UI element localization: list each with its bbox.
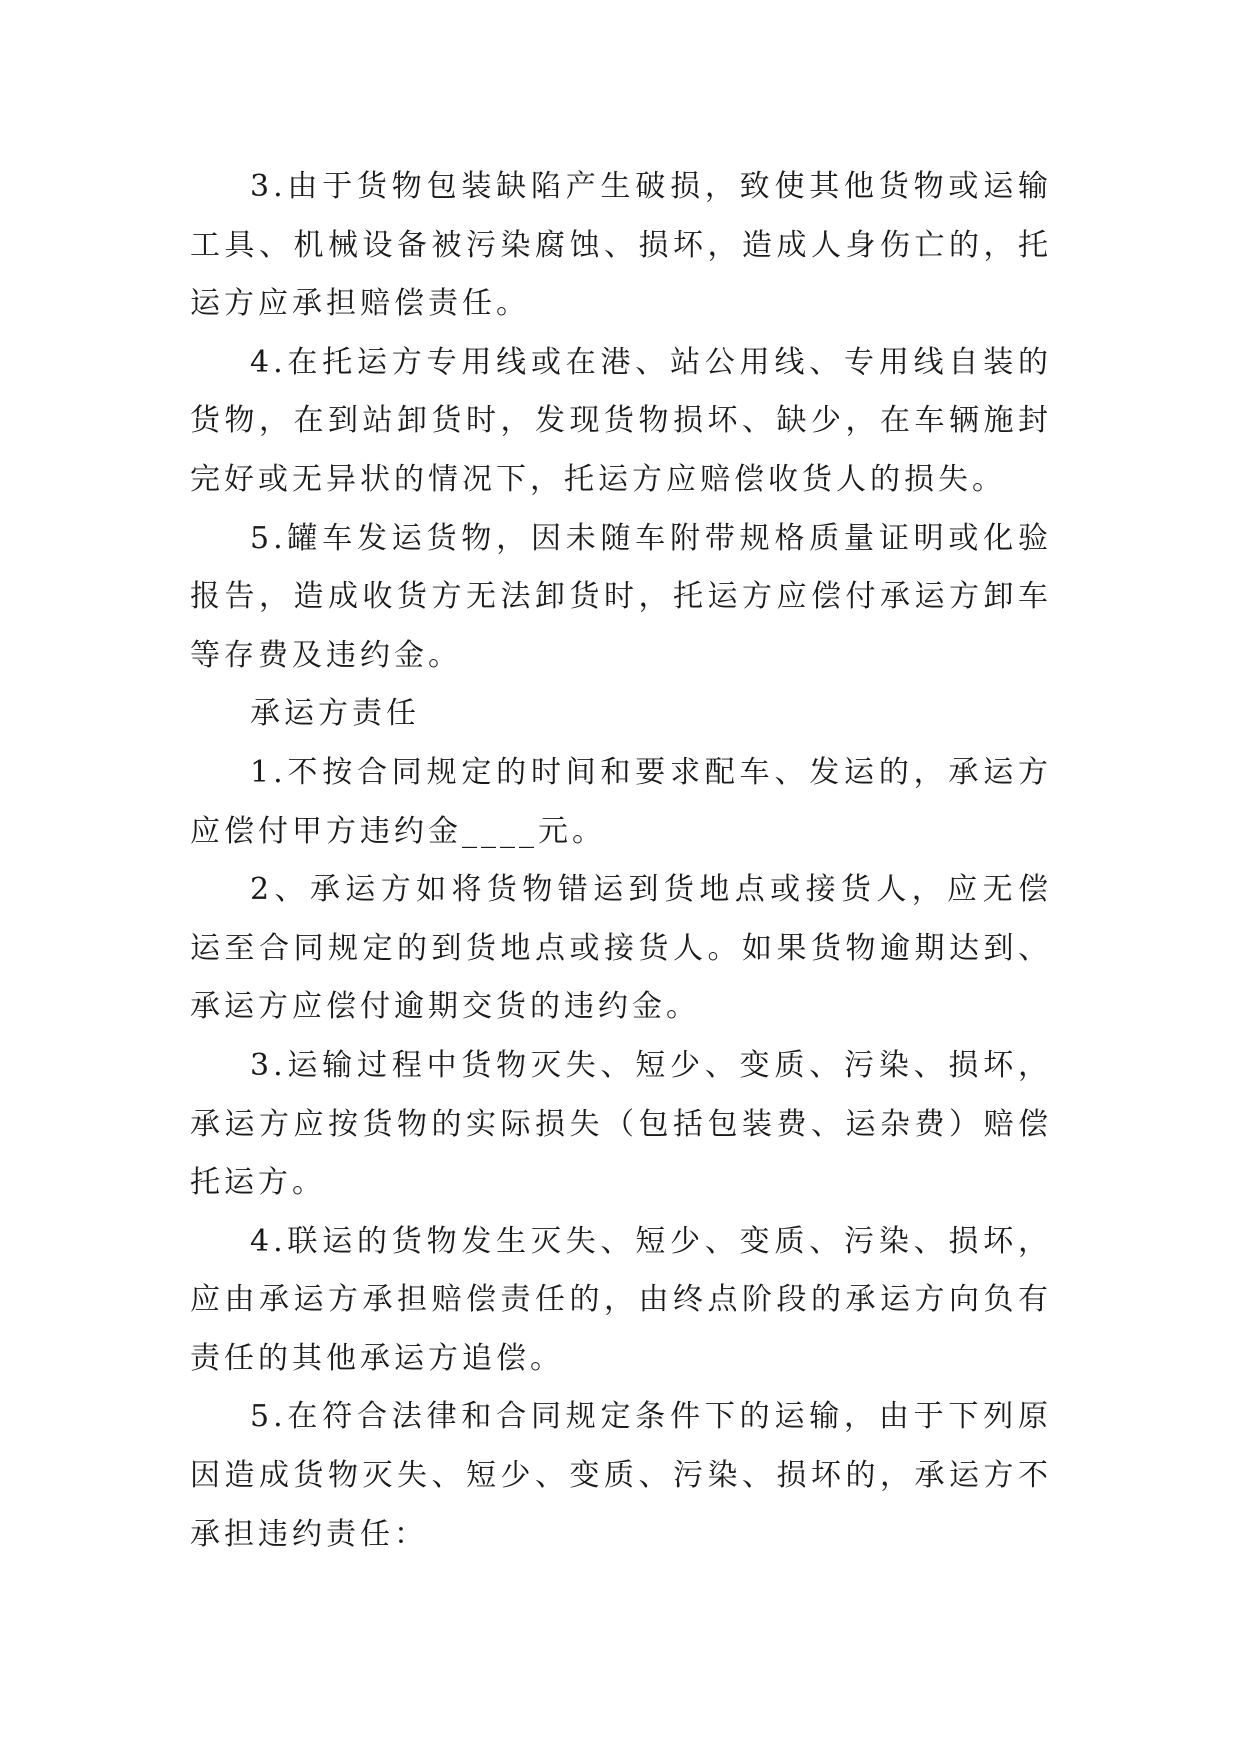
paragraph-carrier-liability-4: 4.联运的货物发生灭失、短少、变质、污染、损坏，应由承运方承担赔偿责任的，由终点阶段的承运方向负有责任的其他承运方追偿。 bbox=[190, 1223, 1052, 1376]
document-body bbox=[190, 158, 1052, 1564]
paragraph-shipper-liability-3: 3.由于货物包装缺陷产生破损，致使其他货物或运输工具、机械设备被污染腐蚀、损坏，造成人身伤亡的，托运方应承担赔偿责任。 bbox=[190, 169, 1052, 322]
paragraph-carrier-liability-1: 1.不按合同规定的时间和要求配车、发运的，承运方应偿付甲方违约金____元。 bbox=[190, 754, 1052, 849]
paragraph-carrier-liability-5: 5.在符合法律和合同规定条件下的运输，由于下列原因造成货物灭失、短少、变质、污染、损坏的，承运方不承担违约责任： bbox=[190, 1399, 1052, 1552]
paragraph-shipper-liability-5: 5.罐车发运货物，因未随车附带规格质量证明或化验报告，造成收货方无法卸货时，托运方应偿付承运方卸车等存费及违约金。 bbox=[190, 520, 1052, 673]
paragraph-carrier-liability-2: 2、承运方如将货物错运到货地点或接货人，应无偿运至合同规定的到货地点或接货人。如果货物逾期达到、承运方应偿付逾期交货的违约金。 bbox=[190, 872, 1052, 1025]
paragraph-shipper-liability-4: 4.在托运方专用线或在港、站公用线、专用线自装的货物，在到站卸货时，发现货物损坏、缺少，在车辆施封完好或无异状的情况下，托运方应赔偿收货人的损失。 bbox=[190, 344, 1052, 497]
paragraph-carrier-liability-3: 3.运输过程中货物灭失、短少、变质、污染、损坏，承运方应按货物的实际损失（包括包装费、运杂费）赔偿托运方。 bbox=[190, 1047, 1052, 1201]
section-heading-carrier-liability: 承运方责任 bbox=[250, 696, 420, 732]
